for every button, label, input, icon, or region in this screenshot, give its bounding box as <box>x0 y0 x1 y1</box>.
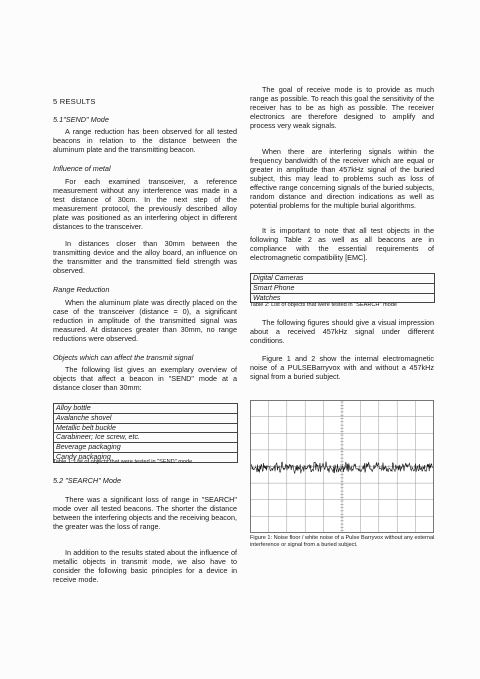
table-row: Smart Phone <box>251 284 434 294</box>
table-row: Digital Cameras <box>251 274 434 284</box>
emc-paragraph: It is important to note that all test objects in the following Table 2 as well as all beacons are in compliance with the essential requirements of electromagnetic compatibility [EMC]. <box>250 226 434 262</box>
search-paragraph-1: There was a significant loss of range in "SEARCH" mode over all tested beacons. The shorter the distance between the interfering objects and the receiving beacon, the greater was the loss of range. <box>53 495 237 531</box>
table-row: Avalanche shovel <box>54 414 237 424</box>
table-row: Metallic belt buckle <box>54 424 237 434</box>
objects-paragraph: The following list gives an exemplary overview of objects that affect a beacon in "SEND" mode at a distance closer than 30mm: <box>53 365 237 392</box>
table-row: Watches <box>253 293 281 302</box>
metal-paragraph-2: In distances closer than 30mm between the transmitting device and the alloy board, an influence on the transmitter and the transmitted field strength was observed. <box>53 239 237 275</box>
interference-paragraph: When there are interfering signals within the frequency bandwidth of the receiver which are equal or greater in amplitude than 457kHz signal of the buried subject, this may lead to problems such as loss of effective range concerning signals of the buried subjects, random distance and direction indications as well as potential problems for the multiple burial algorithms. <box>250 147 434 210</box>
send-mode-heading: 5.1"SEND" Mode <box>53 115 109 124</box>
search-mode-heading: 5.2 "SEARCH" Mode <box>53 476 122 485</box>
figures-intro-paragraph: The following figures should give a visual impression about a received 457kHz signal under different conditions. <box>250 318 434 345</box>
figure-reference-paragraph: Figure 1 and 2 show the internal electromagnetic noise of a PULSEBarryvox with and without a 457kHz signal from a buried subject. <box>250 354 434 381</box>
table-row: Beverage packaging <box>54 443 237 453</box>
table-2 <box>250 273 435 303</box>
figure-1-oscilloscope <box>250 400 434 533</box>
table-row: Alloy bottle <box>54 404 237 414</box>
section-heading: 5 RESULTS <box>53 97 96 106</box>
search-paragraph-2: In addition to the results stated about the influence of metallic objects in transmit mode, we also have to consider the following basic principles for a device in receive mode. <box>53 548 237 584</box>
table-row: Carabineer; Ice screw, etc. <box>54 433 237 443</box>
range-paragraph: When the aluminum plate was directly placed on the case of the transceiver (distance = 0), a significant reduction in amplitude of the transmitted signal was measured. At distances greater than 30mm, no range reductions were observed. <box>53 298 237 343</box>
table-1-caption: Table 1: List of objects that were tested in "SEND" mode <box>53 459 193 465</box>
metal-paragraph-1: For each examined transceiver, a reference measurement without any interference was made in a test distance of 30cm. In the next step of the measurement protocol, the previously described alloy plate was positioned as an interfering object in different distances to the transceiver. <box>53 177 237 231</box>
metal-heading: Influence of metal <box>53 164 111 173</box>
oscilloscope-plot <box>250 400 434 533</box>
table-row: Candy packaging <box>56 452 111 461</box>
table-1 <box>53 403 238 463</box>
table-2-caption: Table 2: List of objects that were tested in "SEARCH" mode <box>250 302 397 308</box>
figure-1-caption: Figure 1: Noise floor / white noise of a Pulse Barryvox without any external interference or signal from a buried subject. <box>250 535 435 548</box>
send-mode-intro: A range reduction has been observed for all tested beacons in relation to the distance between the aluminum plate and the transmitting beacon. <box>53 127 237 154</box>
range-heading: Range Reduction <box>53 285 110 294</box>
objects-heading: Objects which can affect the transmit signal <box>53 353 194 362</box>
receive-goal-paragraph: The goal of receive mode is to provide as much range as possible. To reach this goal the sensitivity of the receiver has to be as high as possible. The receiver electronics are therefore designed to amplify and process very weak signals. <box>250 85 434 130</box>
